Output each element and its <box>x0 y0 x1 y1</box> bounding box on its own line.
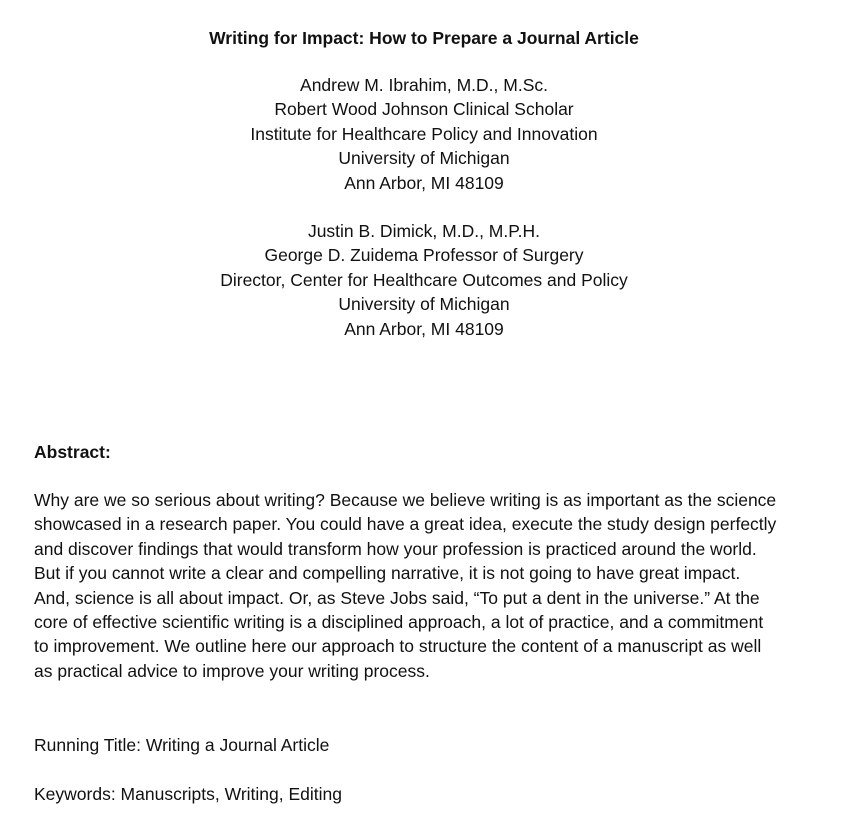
author-address: Ann Arbor, MI 48109 <box>344 318 504 339</box>
author-university: University of Michigan <box>338 294 510 315</box>
running-title: Running Title: Writing a Journal Article <box>34 735 330 755</box>
abstract-line: as practical advice to improve your writing process. <box>34 660 430 681</box>
abstract-heading: Abstract: <box>34 442 111 462</box>
author-university: University of Michigan <box>338 148 510 169</box>
author-position: Robert Wood Johnson Clinical Scholar <box>274 99 574 120</box>
author-block-1 <box>0 73 848 195</box>
author-address: Ann Arbor, MI 48109 <box>344 172 504 193</box>
abstract-line: Why are we so serious about writing? Because we believe writing is as important as the science <box>34 490 777 510</box>
abstract-line: core of effective scientific writing is a disciplined approach, a lot of practice, and a commitment <box>34 612 764 633</box>
author-institute: Institute for Healthcare Policy and Innovation <box>250 123 598 144</box>
abstract-line: showcased in a research paper. You could have a great idea, execute the study design perfectly <box>34 514 777 535</box>
abstract-line: and discover findings that would transform how your profession is practiced around the world. <box>34 538 757 559</box>
paper-title: Writing for Impact: How to Prepare a Journal Article <box>209 28 639 48</box>
author-name: Andrew M. Ibrahim, M.D., M.Sc. <box>300 75 548 95</box>
author-position: George D. Zuidema Professor of Surgery <box>264 245 584 266</box>
author-institute: Director, Center for Healthcare Outcomes and Policy <box>220 269 628 290</box>
abstract-line: to improvement. We outline here our approach to structure the content of a manuscript as well <box>34 636 762 657</box>
author-name: Justin B. Dimick, M.D., M.P.H. <box>307 221 541 241</box>
abstract-line: And, science is all about impact. Or, as Steve Jobs said, “To put a dent in the universe.” At the <box>34 587 760 608</box>
abstract-line: But if you cannot write a clear and compelling narrative, it is not going to have great impact. <box>34 563 741 584</box>
keywords: Keywords: Manuscripts, Writing, Editing <box>34 784 342 804</box>
author-block-2 <box>0 219 848 341</box>
abstract-body <box>34 488 834 683</box>
